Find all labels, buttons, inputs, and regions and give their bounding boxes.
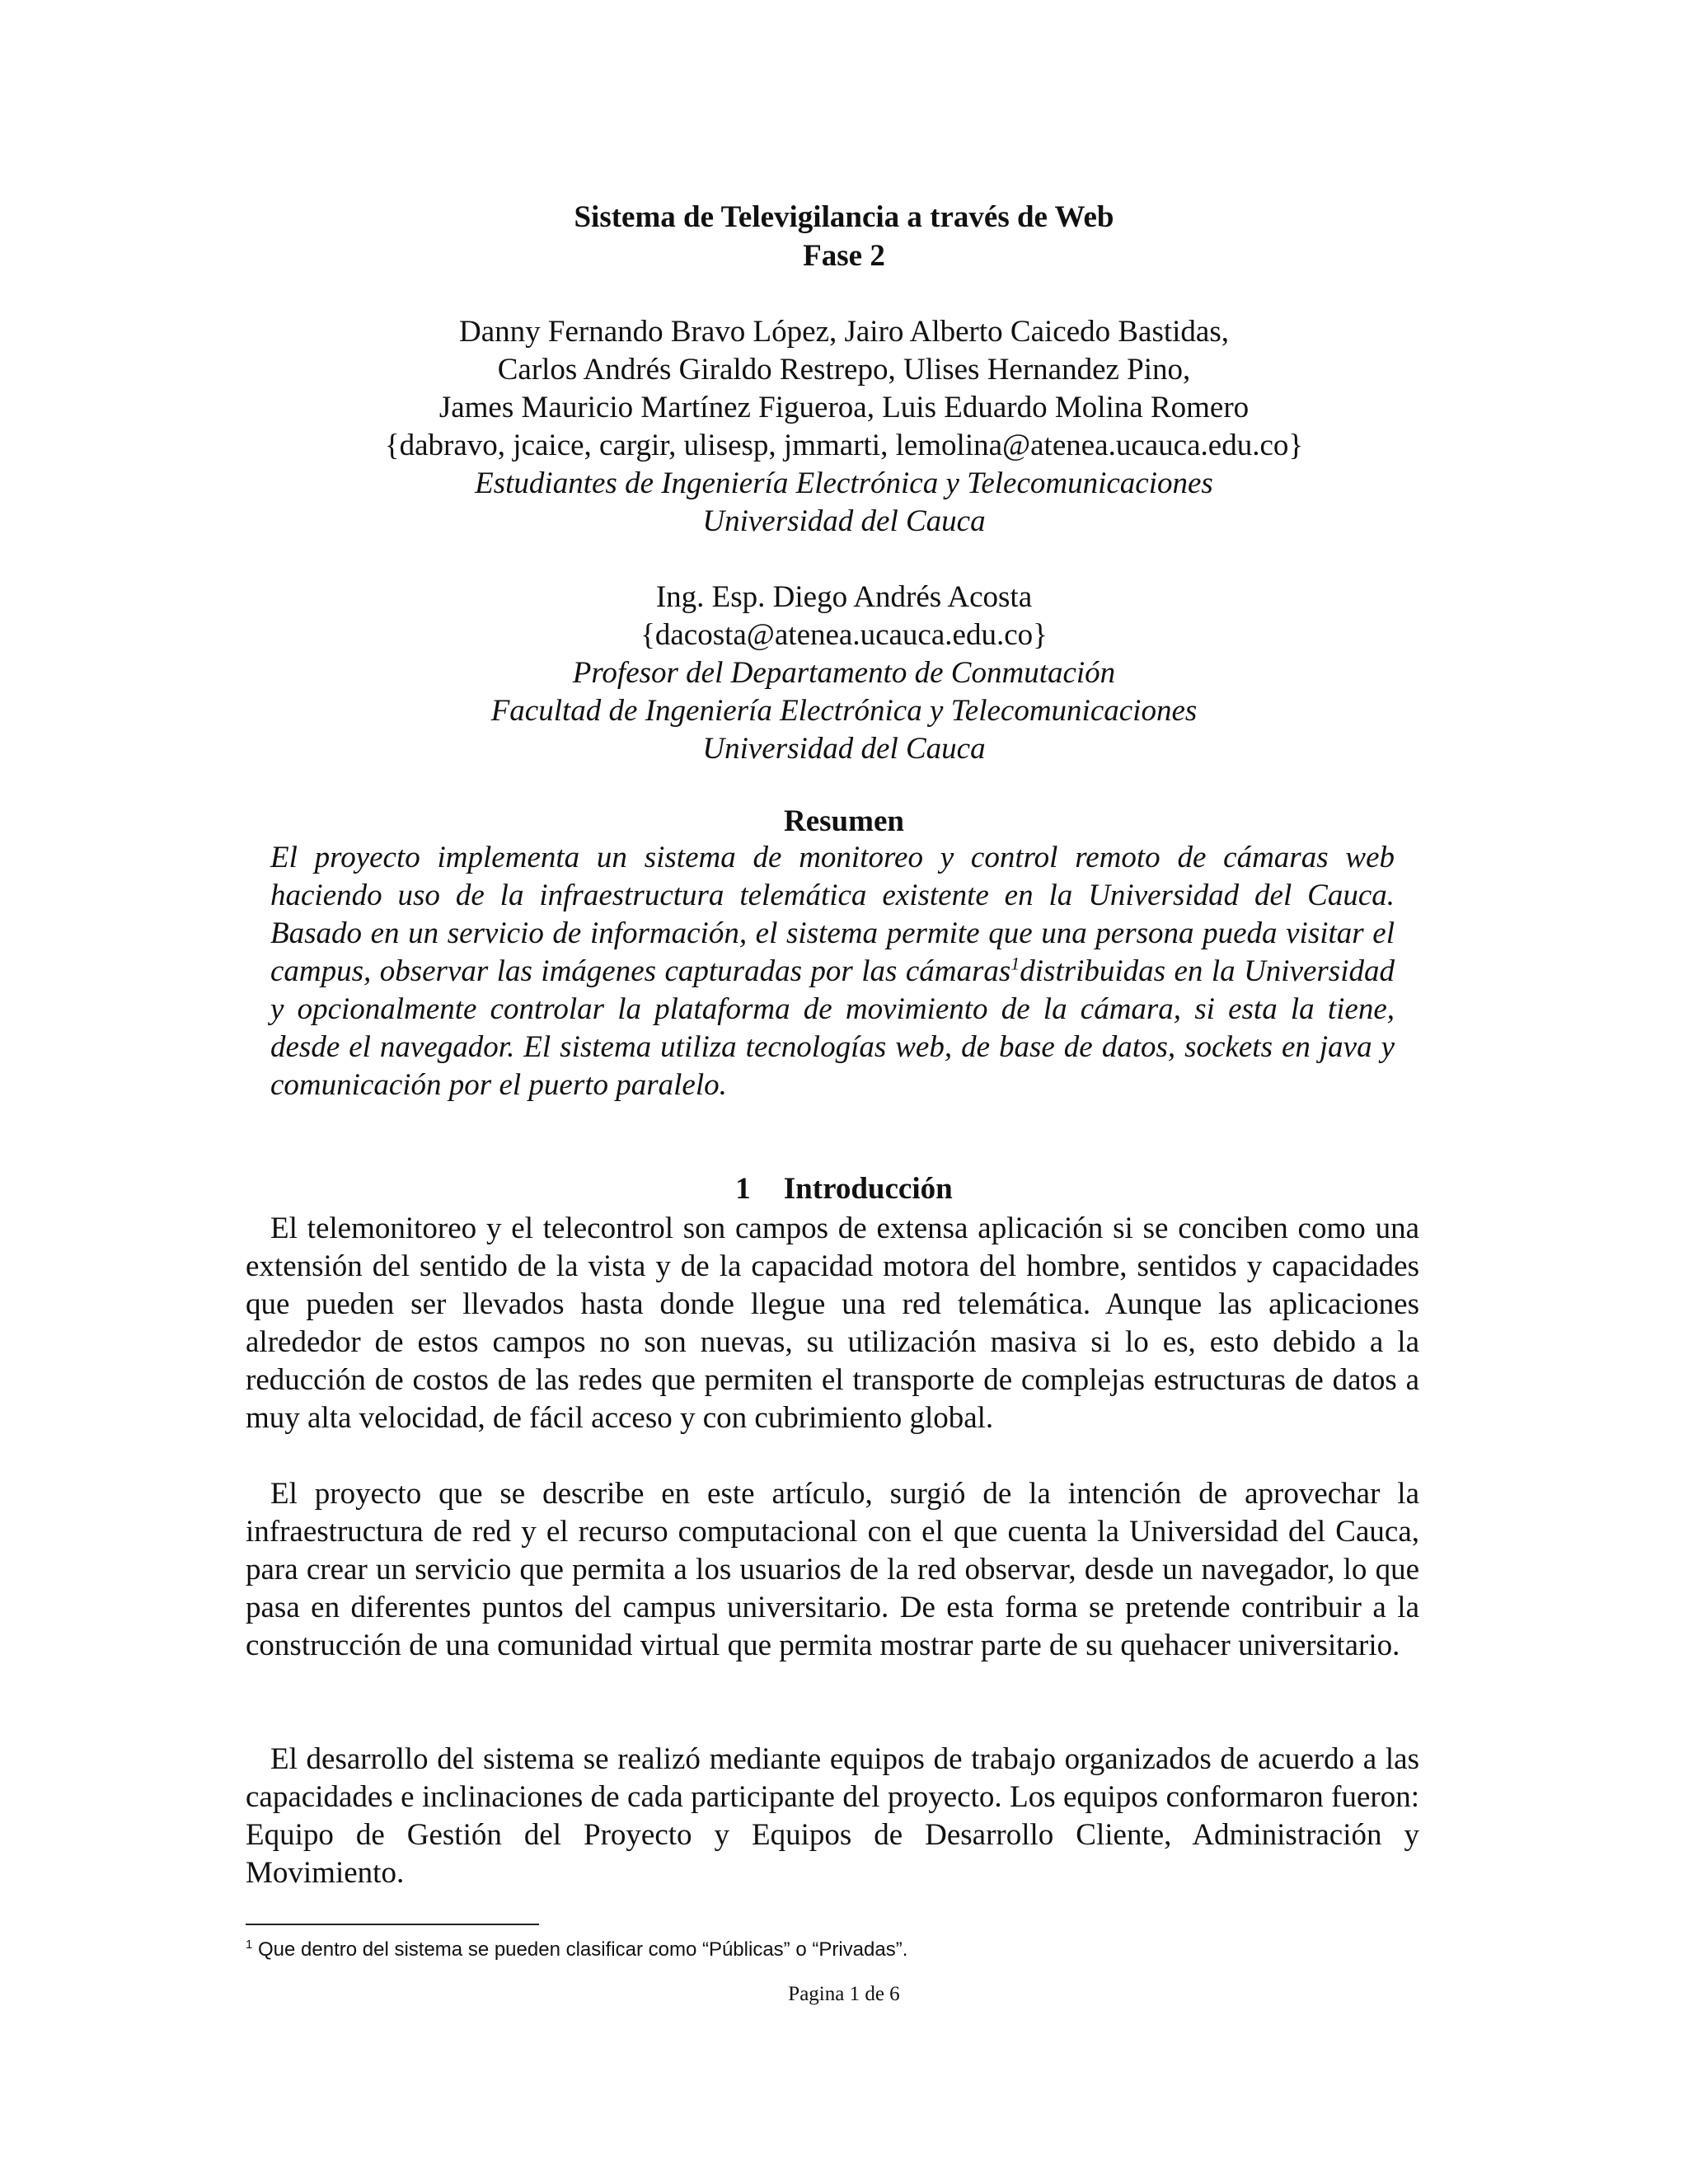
- abstract-text: [270, 839, 1395, 1104]
- paragraph: [246, 1741, 1419, 1892]
- professor-role: Profesor del Departamento de Conmutación: [572, 656, 1116, 690]
- author-names-line-3: James Mauricio Martínez Figueroa, Luis Eduardo Molina Romero: [438, 391, 1250, 424]
- page-number: Pagina 1 de 6: [788, 1983, 900, 2005]
- footnote-divider: [246, 1924, 539, 1925]
- author-names-line-1: Danny Fernando Bravo López, Jairo Alberto Caicedo Bastidas,: [458, 315, 1229, 349]
- title-line-1: Sistema de Televigilancia a través de Web: [574, 200, 1114, 234]
- author-block: [0, 313, 1688, 541]
- section-title: Introducción: [783, 1172, 953, 1206]
- section-heading: [0, 1170, 1688, 1208]
- footnote-text: Que dentro del sistema se pueden clasificar como “Públicas” o “Privadas”.: [252, 1938, 908, 1961]
- professor-faculty: Facultad de Ingeniería Electrónica y Telecomunicaciones: [490, 694, 1198, 728]
- paragraph-text: El proyecto que se describe en este artículo, surgió de la intención de aprovechar la infraestructura de red y el recurso computacional con el que cuenta la Universidad del Cauca, para crear un servicio que permita a los usuarios de la red observar, desde un navegador, lo que pasa en diferentes puntos del campus universitario. De esta forma se pretende contribuir a la construcción de una comunidad virtual que permita mostrar parte de su quehacer universitario.: [246, 1477, 1419, 1662]
- author-affiliation-2: Universidad del Cauca: [702, 504, 986, 538]
- footnote-reference[interactable]: 1: [1010, 953, 1020, 974]
- abstract-heading: Resumen: [784, 804, 904, 838]
- paper-title: [0, 198, 1688, 275]
- footnote: [246, 1932, 1419, 1963]
- section-number: 1: [735, 1172, 751, 1206]
- paragraph: [246, 1475, 1419, 1665]
- professor-block: [0, 579, 1688, 768]
- author-affiliation-1: Estudiantes de Ingeniería Electrónica y Telecomunicaciones: [475, 466, 1213, 500]
- paragraph-text: El desarrollo del sistema se realizó mediante equipos de trabajo organizados de acuerdo a las capacidades e inclinaciones de cada participante del proyecto. Los equipos conformaron fueron: Equipo de Gestión del Proyecto y Equipos de Desarrollo Cliente, Administración y Movimiento.: [246, 1742, 1419, 1890]
- title-line-2: Fase 2: [803, 239, 885, 273]
- author-names-line-2: Carlos Andrés Giraldo Restrepo, Ulises Hernandez Pino,: [497, 353, 1191, 387]
- abstract-text-part-1: El proyecto implementa un sistema de monitoreo y control remoto de cámaras web haciendo uso de la infraestructura telemática existente en la Universidad del Cauca. Basado en un servicio de información, el sistema permite que una persona pueda visitar el campus, observar las imágenes capturadas por las cámaras: [270, 841, 1395, 988]
- professor-email: {dacosta@atenea.ucauca.edu.co}: [640, 618, 1048, 652]
- professor-university: Universidad del Cauca: [702, 732, 986, 766]
- paragraph: [246, 1210, 1419, 1437]
- abstract-text-part-2: distribuidas en la Universidad y opcionalmente controlar la plataforma de movimiento de la cámara, si esta la tiene, desde el navegador. El sistema utiliza tecnologías web, de base de datos, sockets en java y comunicación por el puerto paralelo.: [270, 954, 1395, 1102]
- footnote-mark: 1: [246, 1938, 253, 1952]
- author-emails: {dabravo, jcaice, cargir, ulisesp, jmmarti, lemolina@atenea.ucauca.edu.co}: [384, 429, 1304, 462]
- professor-name: Ing. Esp. Diego Andrés Acosta: [655, 580, 1033, 614]
- paragraph-text: El telemonitoreo y el telecontrol son campos de extensa aplicación si se conciben como una extensión del sentido de la vista y de la capacidad motora del hombre, sentidos y capacidades que pueden ser llevados hasta donde llegue una red telemática. Aunque las aplicaciones alrededor de estos campos no son nuevas, su utilización masiva si lo es, esto debido a la reducción de costos de las redes que permiten el transporte de complejas estructuras de datos a muy alta velocidad, de fácil acceso y con cubrimiento global.: [246, 1212, 1419, 1435]
